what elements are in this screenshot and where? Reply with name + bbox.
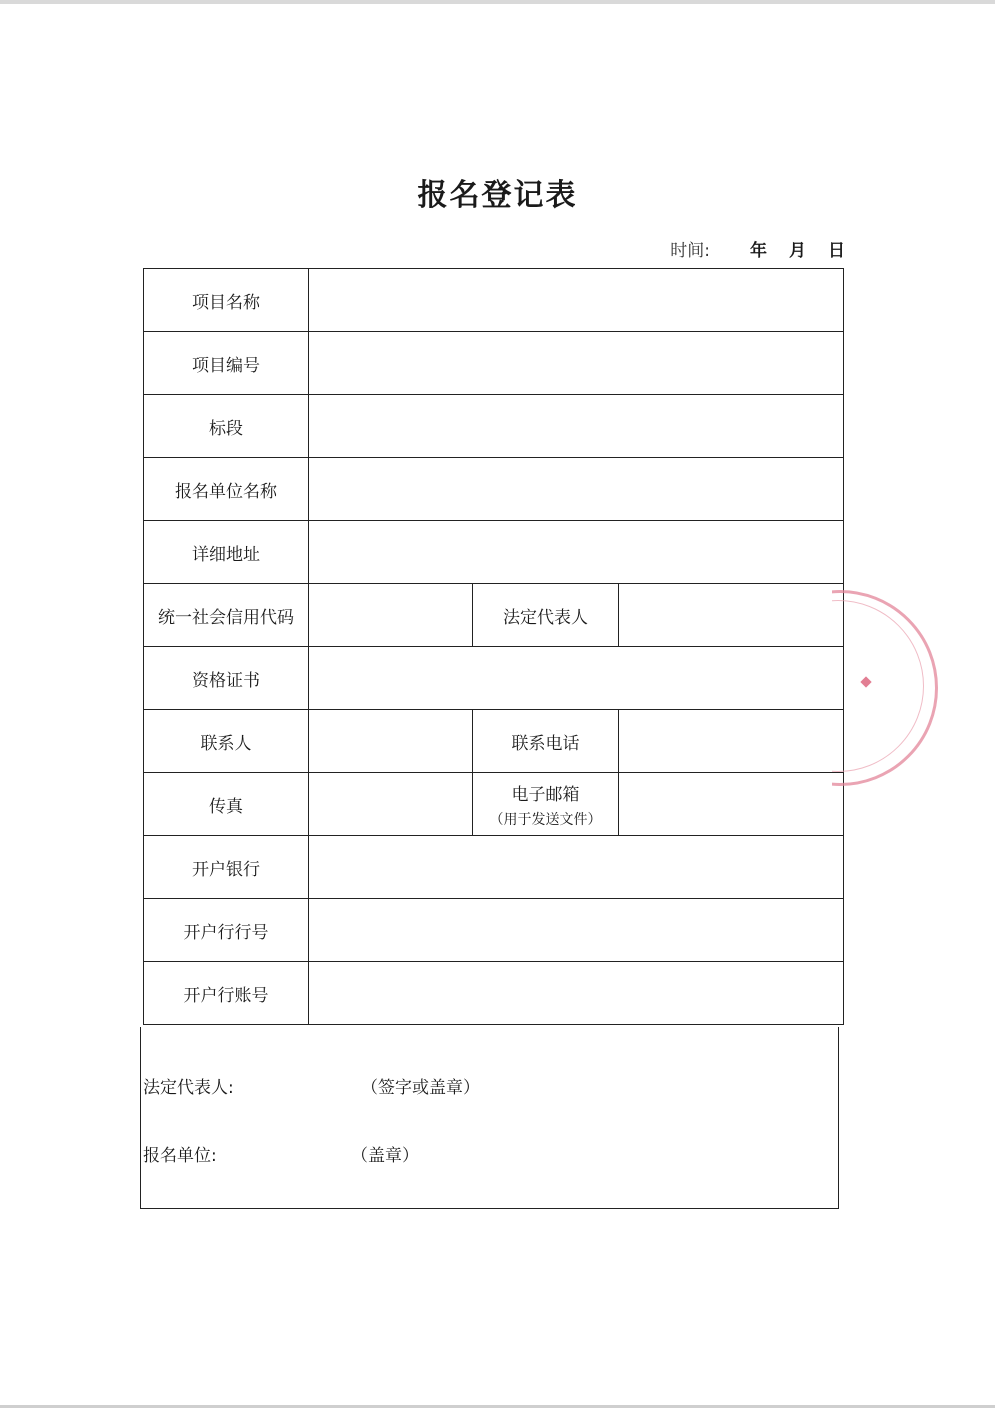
section-label: 标段 <box>144 395 309 458</box>
table-row <box>144 584 844 647</box>
project-name-field[interactable] <box>309 269 844 332</box>
phone-field[interactable] <box>619 710 844 773</box>
date-line <box>670 236 845 261</box>
qualification-field[interactable] <box>309 647 844 710</box>
red-seal-stamp <box>832 590 942 790</box>
contact-field[interactable] <box>309 710 473 773</box>
applicant-name-field[interactable] <box>309 458 844 521</box>
fax-label: 传真 <box>144 773 309 836</box>
bank-account-field[interactable] <box>309 962 844 1025</box>
table-row <box>144 395 844 458</box>
phone-label: 联系电话 <box>473 710 619 773</box>
project-number-field[interactable] <box>309 332 844 395</box>
email-field[interactable] <box>619 773 844 836</box>
table-row <box>144 836 844 899</box>
table-row <box>144 899 844 962</box>
bank-code-label: 开户行行号 <box>144 899 309 962</box>
section-field[interactable] <box>309 395 844 458</box>
unit-signature-row <box>143 1141 419 1166</box>
qualification-label: 资格证书 <box>144 647 309 710</box>
contact-label: 联系人 <box>144 710 309 773</box>
credit-code-label: 统一社会信用代码 <box>144 584 309 647</box>
page-title: 报名登记表 <box>417 178 578 213</box>
date-year: 年 <box>750 241 767 261</box>
table-row <box>144 458 844 521</box>
registration-form-table <box>143 268 844 1025</box>
address-label: 详细地址 <box>144 521 309 584</box>
email-label-cell <box>473 773 619 836</box>
fax-field[interactable] <box>309 773 473 836</box>
table-row <box>144 773 844 836</box>
table-row <box>144 647 844 710</box>
legal-rep-signature-row <box>143 1073 480 1098</box>
project-number-label: 项目编号 <box>144 332 309 395</box>
table-row <box>144 710 844 773</box>
email-label: 电子邮箱 <box>511 784 580 805</box>
scan-top-edge <box>0 0 995 4</box>
legal-rep-label: 法定代表人 <box>473 584 619 647</box>
email-note: （用于发送文件） <box>489 811 602 828</box>
table-row <box>144 521 844 584</box>
bank-account-label: 开户行账号 <box>144 962 309 1025</box>
table-row <box>144 962 844 1025</box>
unit-signature-label: 报名单位: <box>143 1146 217 1166</box>
table-row <box>144 269 844 332</box>
date-label: 时间: <box>670 241 710 261</box>
bank-field[interactable] <box>309 836 844 899</box>
unit-signature-note: （盖章） <box>351 1146 419 1166</box>
applicant-name-label: 报名单位名称 <box>144 458 309 521</box>
bank-label: 开户银行 <box>144 836 309 899</box>
credit-code-field[interactable] <box>309 584 473 647</box>
date-day: 日 <box>828 241 845 261</box>
date-month: 月 <box>789 241 806 261</box>
scan-bottom-edge <box>0 1405 995 1408</box>
bank-code-field[interactable] <box>309 899 844 962</box>
address-field[interactable] <box>309 521 844 584</box>
signature-box <box>140 1027 839 1209</box>
project-name-label: 项目名称 <box>144 269 309 332</box>
legal-rep-signature-note: （签字或盖章） <box>361 1078 480 1098</box>
legal-rep-signature-label: 法定代表人: <box>143 1078 234 1098</box>
table-row <box>144 332 844 395</box>
legal-rep-field[interactable] <box>619 584 844 647</box>
